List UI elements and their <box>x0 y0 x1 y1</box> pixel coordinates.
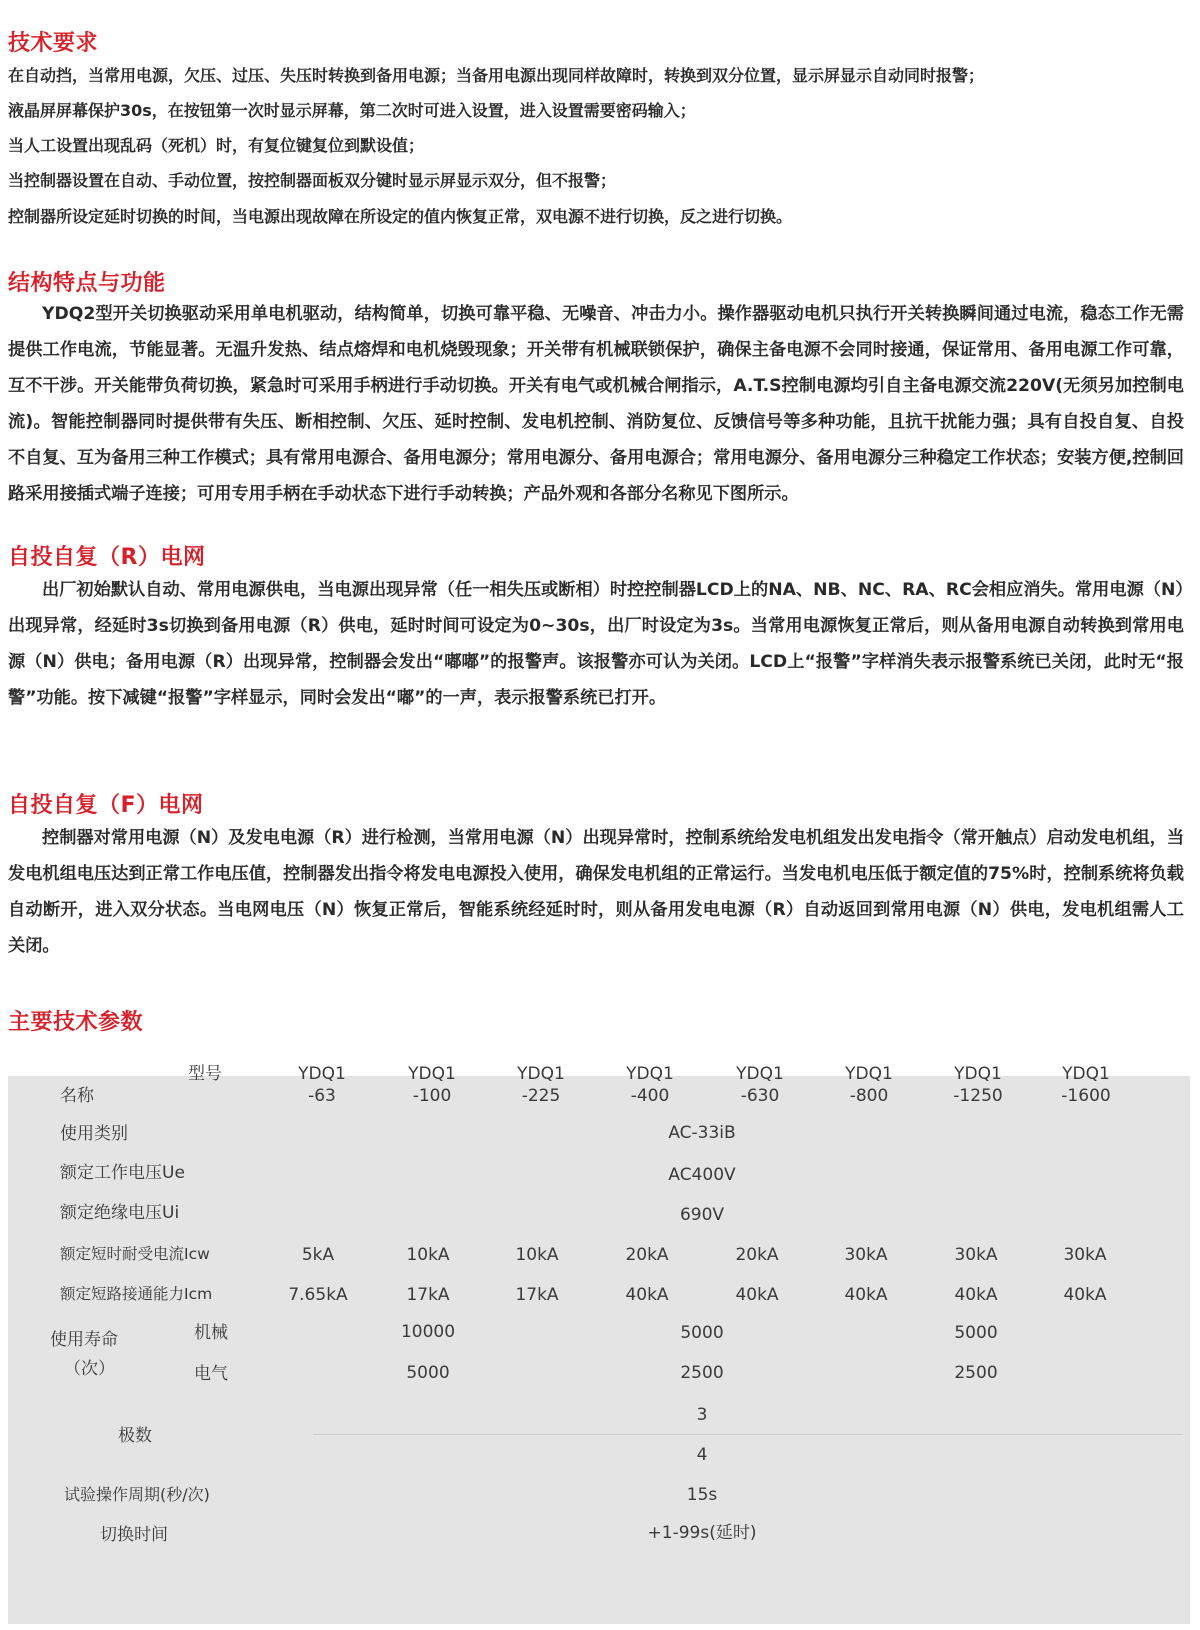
icm-value: 40kA <box>735 1285 779 1305</box>
elec-life-value: 2500 <box>954 1363 998 1383</box>
icm-value: 17kA <box>515 1285 559 1305</box>
poles-divider <box>313 1434 1183 1435</box>
icm-value: 40kA <box>1063 1285 1107 1305</box>
row-label-use-category: 使用类别 <box>60 1124 128 1144</box>
grid-r-paragraph: 出厂初始默认自动、常用电源供电，当电源出现异常（任一相失压或断相）时控控制器LCD上的NA、NB、NC、RA、RC会相应消失。常用电源（N）出现异常，经延时3s切换到备用电源（R）供电，延时时间可设定为0~30s，出厂时设定为3s。当常用电源恢复正常后，则从备用电源自动转换到常用电源（N）供电；备用电源（R）出现异常，控制器会发出“嘟嘟”的报警声。该报警亦可认为关闭。LCD上“报警”字样消失表示报警系统已关闭，此时无“报警”功能。按下减键“报警”字样显示，同时会发出“嘟”的一声，表示报警系统已打开。 <box>8 580 1184 708</box>
icw-value: 10kA <box>406 1245 450 1265</box>
row-label-switch-time: 切换时间 <box>100 1525 168 1545</box>
poles-value: 4 <box>696 1445 708 1465</box>
icw-value: 30kA <box>1063 1245 1107 1265</box>
section-title-structure: 结构特点与功能 <box>8 271 166 296</box>
grid-f-paragraph: 控制器对常用电源（N）及发电电源（R）进行检测，当常用电源（N）出现异常时，控制系统给发电机组发出发电指令（常开触点）启动发电机组，当发电机组电压达到正常工作电压值，控制器发出指令将发电电源投入使用，确保发电机组的正常运行。当发电机电压低于额定值的75%时，控制系统将负载自动断开，进入双分状态。当电网电压（N）恢复正常后，智能系统经延时时，则从备用发电电源（R）自动返回到常用电源（N）供电，发电机组需人工关闭。 <box>8 828 1185 956</box>
mech-life-value: 5000 <box>954 1323 998 1343</box>
mech-life-value: 5000 <box>680 1323 724 1343</box>
model-header: YDQ1 -63 <box>298 1064 346 1106</box>
row-label-electrical: 电气 <box>194 1364 228 1384</box>
icw-value: 30kA <box>954 1245 998 1265</box>
poles-value: 3 <box>696 1405 708 1425</box>
row-label-rated-voltage: 额定工作电压Ue <box>60 1163 185 1183</box>
icw-value: 20kA <box>625 1245 669 1265</box>
test-cycle-value: 15s <box>686 1485 718 1505</box>
header-name-label: 名称 <box>60 1086 94 1106</box>
parameter-table <box>8 1064 1190 1624</box>
section-title-params: 主要技术参数 <box>8 1010 144 1035</box>
row-label-icm: 额定短路接通能力Icm <box>60 1285 213 1303</box>
icw-value: 5kA <box>301 1245 335 1265</box>
header-model-label: 型号 <box>188 1064 222 1084</box>
icw-value: 20kA <box>735 1245 779 1265</box>
elec-life-value: 2500 <box>680 1363 724 1383</box>
model-header: YDQ1 -1250 <box>953 1064 1003 1106</box>
row-label-mechanical: 机械 <box>194 1323 228 1343</box>
model-header: YDQ1 -1600 <box>1061 1064 1111 1106</box>
icm-value: 7.65kA <box>288 1285 348 1305</box>
use-category-value: AC-33iB <box>668 1123 736 1143</box>
row-label-service-life-unit: （次） <box>64 1359 115 1379</box>
insulation-voltage-value: 690V <box>679 1205 725 1225</box>
section-title-tech-requirements: 技术要求 <box>8 31 99 56</box>
tech-req-line: 控制器所设定延时切换的时间，当电源出现故障在所设定的值内恢复正常，双电源不进行切换，反之进行切换。 <box>8 207 793 226</box>
row-label-test-cycle: 试验操作周期(秒/次) <box>64 1485 210 1504</box>
structure-paragraph: YDQ2型开关切换驱动采用单电机驱动，结构简单，切换可靠平稳、无噪音、冲击力小。操作器驱动电机只执行开关转换瞬间通过电流，稳态工作无需提供工作电流，节能显著。无温升发热、结点熔焊和电机烧毁现象；开关带有机械联锁保护，确保主备电源不会同时接通，保证常用、备用电源工作可靠，互不干涉。开关能带负荷切换，紧急时可采用手柄进行手动切换。开关有电气或机械合闸指示，A.T.S控制电源均引自主备电源交流220V(无须另加控制电流)。智能控制器同时提供带有失压、断相控制、欠压、延时控制、发电机控制、消防复位、反馈信号等多种功能，且抗干扰能力强；具有自投自复、自投不自复、互为备用三种工作模式；具有常用电源合、备用电源分；常用电源分、备用电源合；常用电源分、备用电源分三种稳定工作状态；安装方便,控制回路采用接插式端子连接；可用专用手柄在手动状态下进行手动转换；产品外观和各部分名称见下图所示。 <box>8 304 1184 504</box>
icm-value: 40kA <box>954 1285 998 1305</box>
row-label-insulation-voltage: 额定绝缘电压Ui <box>60 1203 180 1223</box>
row-label-service-life: 使用寿命 <box>50 1330 118 1350</box>
icm-value: 40kA <box>844 1285 888 1305</box>
switch-time-value: +1-99s(延时) <box>647 1523 757 1543</box>
row-label-icw: 额定短时耐受电流Icw <box>60 1245 210 1263</box>
tech-req-line: 当人工设置出现乱码（死机）时，有复位键复位到默设值； <box>8 136 425 155</box>
section-title-grid-r: 自投自复（R）电网 <box>8 545 206 570</box>
tech-req-line: 当控制器设置在自动、手动位置，按控制器面板双分键时显示屏显示双分，但不报警； <box>8 171 617 190</box>
model-header: YDQ1 -800 <box>845 1064 893 1106</box>
tech-req-line: 在自动挡，当常用电源，欠压、过压、失压时转换到备用电源；当备用电源出现同样故障时，转换到双分位置，显示屏显示自动同时报警； <box>8 66 985 85</box>
tech-req-line: 液晶屏屏幕保护30s，在按钮第一次时显示屏幕，第二次时可进入设置，进入设置需要密码输入； <box>8 101 696 120</box>
icw-value: 30kA <box>844 1245 888 1265</box>
model-header: YDQ1 -630 <box>736 1064 784 1106</box>
elec-life-value: 5000 <box>406 1363 450 1383</box>
icm-value: 40kA <box>625 1285 669 1305</box>
mech-life-value: 10000 <box>400 1322 456 1342</box>
icw-value: 10kA <box>515 1245 559 1265</box>
row-label-poles: 极数 <box>118 1426 152 1446</box>
section-title-grid-f: 自投自复（F）电网 <box>8 793 204 818</box>
icm-value: 17kA <box>406 1285 450 1305</box>
model-header: YDQ1 -400 <box>626 1064 674 1106</box>
rated-voltage-value: AC400V <box>668 1165 736 1185</box>
model-header: YDQ1 -225 <box>517 1064 565 1106</box>
model-header: YDQ1 -100 <box>408 1064 456 1106</box>
